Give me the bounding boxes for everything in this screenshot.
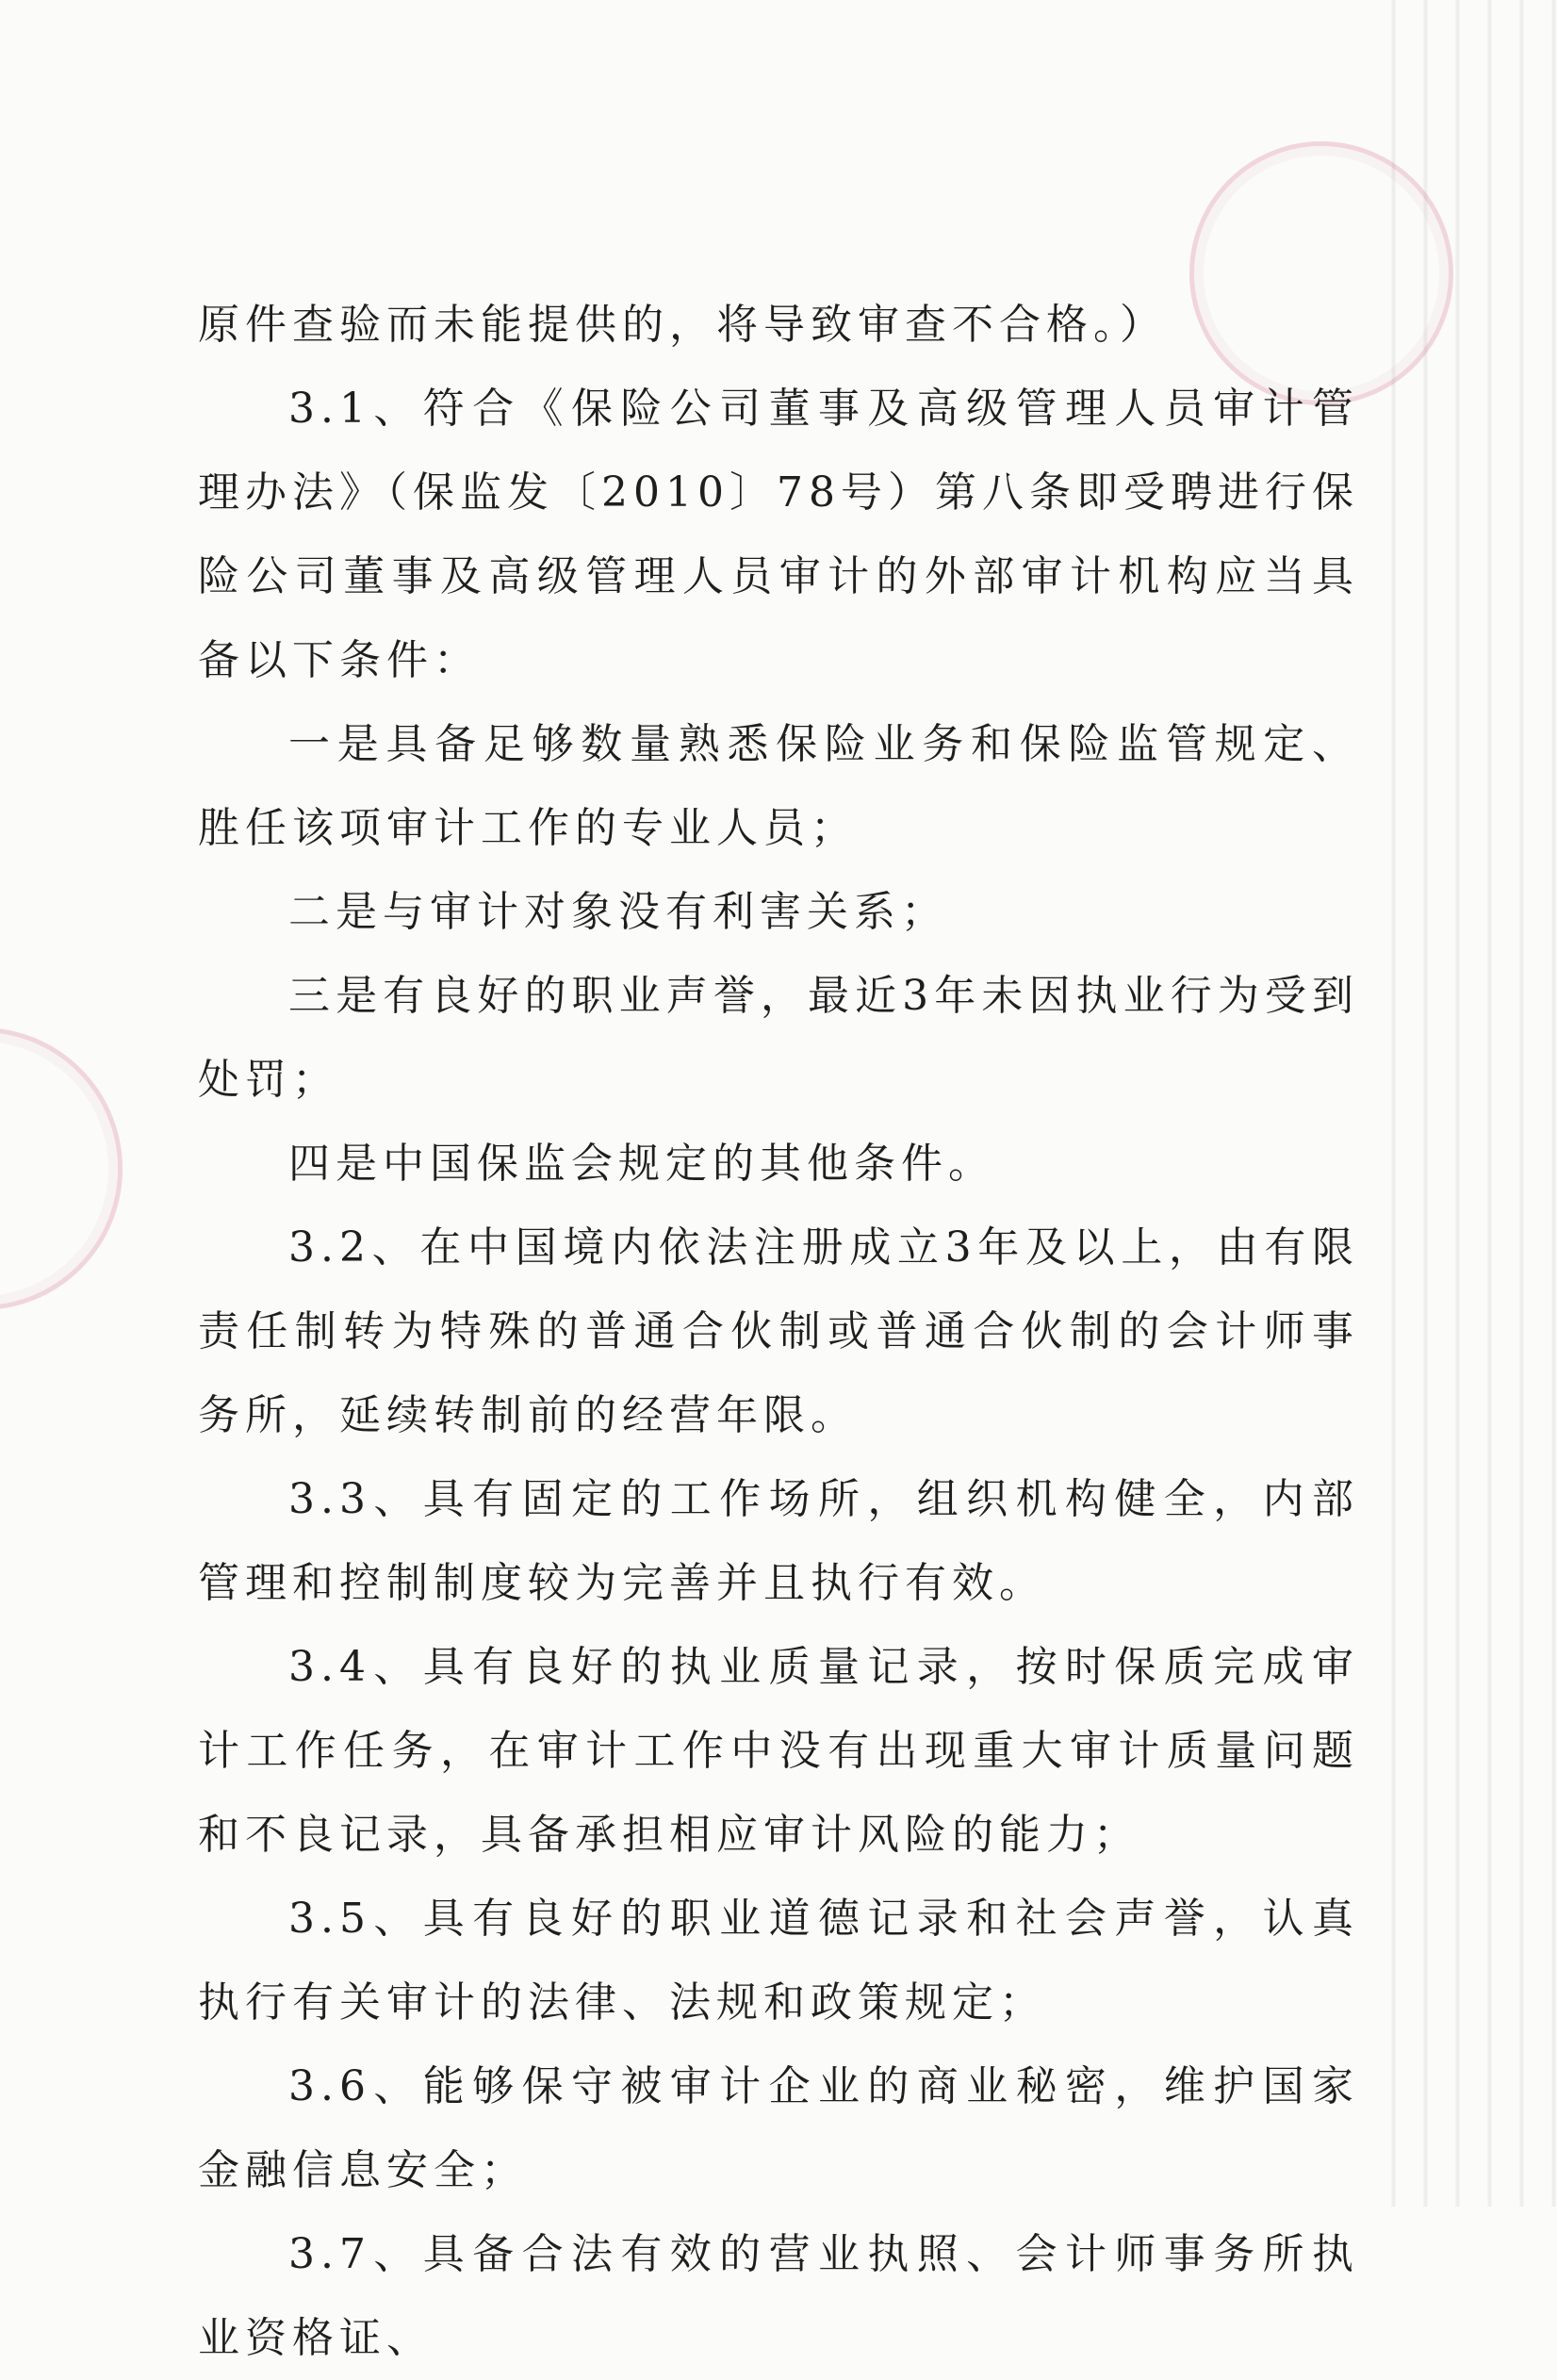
- paragraph-3-6: 3.6、能够保守被审计企业的商业秘密，维护国家金融信息安全；: [198, 2062, 1359, 2194]
- paragraph-3-1: 3.1、符合《保险公司董事及高级管理人员审计管理办法》（保监发〔2010〕78号）第八条即受聘进行保险公司董事及高级管理人员审计的外部审计机构应当具备以下条件：: [198, 385, 1359, 684]
- document-body: [198, 283, 1359, 2380]
- paragraph-3-2: 3.2、在中国境内依法注册成立3年及以上，由有限责任制转为特殊的普通合伙制或普通合伙制的会计师事务所，延续转制前的经营年限。: [198, 1223, 1359, 1439]
- paragraph-condition-4: 四是中国保监会规定的其他条件。: [288, 1140, 995, 1188]
- paragraph-condition-1: 一是具备足够数量熟悉保险业务和保险监管规定、胜任该项审计工作的专业人员；: [198, 720, 1359, 852]
- paragraph-3-3: 3.3、具有固定的工作场所，组织机构健全，内部管理和控制制度较为完善并且执行有效。: [198, 1475, 1359, 1607]
- paragraph-3-4: 3.4、具有良好的执业质量记录，按时保质完成审计工作任务，在审计工作中没有出现重大审计质量问题和不良记录，具备承担相应审计风险的能力；: [198, 1643, 1359, 1859]
- paragraph-3-7: 3.7、具备合法有效的营业执照、会计师事务所执业资格证、: [198, 2230, 1359, 2362]
- seal-stamp-left-margin: [0, 1027, 123, 1310]
- paragraph-continuation: 原件查验而未能提供的，将导致审查不合格。）: [198, 301, 1167, 349]
- paragraph-condition-3: 三是有良好的职业声誉，最近3年未因执业行为受到处罚；: [198, 972, 1359, 1104]
- paragraph-3-5: 3.5、具有良好的职业道德记录和社会声誉，认真执行有关审计的法律、法规和政策规定；: [198, 1895, 1359, 2027]
- paragraph-condition-2: 二是与审计对象没有利害关系；: [288, 888, 948, 936]
